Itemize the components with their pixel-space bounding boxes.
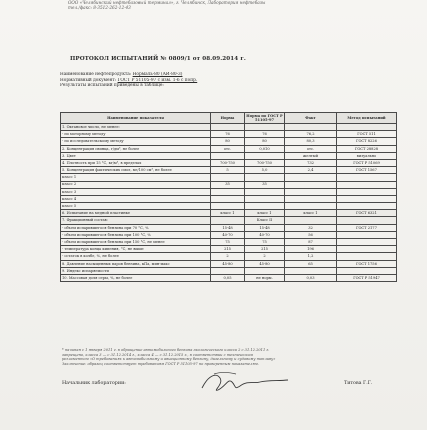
table-row (61, 195, 397, 202)
cell-name: класс 1 (61, 174, 211, 181)
cell-name: 3. Цвет (61, 152, 211, 159)
cell-fact (285, 195, 337, 202)
cell-norm (211, 188, 245, 195)
cell-norm (211, 203, 245, 210)
cell-method (337, 239, 397, 246)
cell-norm: 45-80 (211, 260, 245, 267)
table-row (61, 217, 397, 224)
cell-fact: 196 (285, 246, 337, 253)
cell-name: 9. Индекс испаряемости (61, 267, 211, 274)
cell-gost: 2 (245, 253, 285, 260)
cell-fact: желтый (285, 152, 337, 159)
cell-fact (285, 124, 337, 131)
letterhead-line: ООО «Челябинский нефтебазовый терминал», г. Челябинск, Лаборатория нефтебазы (68, 0, 266, 5)
cell-norm: 76 (211, 131, 245, 138)
cell-norm: 215 (211, 246, 245, 253)
table-row (61, 167, 397, 174)
table-row (61, 260, 397, 267)
cell-gost: 45-80 (245, 260, 285, 267)
cell-gost: 0,010 (245, 145, 285, 152)
cell-fact: 2,4 (285, 167, 337, 174)
cell-method (337, 181, 397, 188)
cell-method (337, 231, 397, 238)
cell-fact (285, 203, 337, 210)
table-row (61, 152, 397, 159)
col-header-method: Метод испытаний (337, 113, 397, 124)
table-row (61, 231, 397, 238)
cell-fact: 87 (285, 239, 337, 246)
cell-norm: 700-750 (211, 159, 245, 166)
cell-gost: 700-750 (245, 159, 285, 166)
cell-gost (245, 195, 285, 202)
letterhead-line: тел./факс: 8-3512-262-12-43 (68, 5, 131, 11)
cell-fact: 56 (285, 231, 337, 238)
cell-method (337, 195, 397, 202)
table-row (61, 267, 397, 274)
cell-method (337, 174, 397, 181)
cell-norm: 35 (211, 181, 245, 188)
doc-value: ГОСТ Р 51105-97 с изм. 1-6 с попр. (117, 77, 198, 83)
cell-name: - объем испарившегося бензина при 150 °С, не менее (61, 239, 211, 246)
cell-fact (285, 174, 337, 181)
table-row (61, 203, 397, 210)
cell-method: ГОСТ 511 (337, 131, 397, 138)
cell-name: - остаток в колбе, %, не более (61, 253, 211, 260)
cell-norm (211, 195, 245, 202)
table-row (61, 174, 397, 181)
cell-name: 8. Давление насыщенных паров бензина, кПа, мин-макс (61, 260, 211, 267)
cell-norm: 0,05 (211, 274, 245, 281)
cell-method: ГОСТ 8226 (337, 138, 397, 145)
table-row (61, 131, 397, 138)
cell-fact (285, 181, 337, 188)
product-label: Наименование нефтепродукта: (60, 72, 132, 77)
cell-fact: 1,2 (285, 253, 337, 260)
cell-fact: 80,3 (285, 138, 337, 145)
cell-fact (285, 188, 337, 195)
cell-gost (245, 124, 285, 131)
cell-norm: 15-48 (211, 224, 245, 231)
cell-method: ГОСТ 2177 (337, 224, 397, 231)
protocol-title: ПРОТОКОЛ ИСПЫТАНИЙ № 0809/1 от 08.09.2014 г. (70, 56, 246, 62)
cell-norm (211, 124, 245, 131)
cell-fact: 732 (285, 159, 337, 166)
cell-norm (211, 152, 245, 159)
cell-name: 7. Фракционный состав: (61, 217, 211, 224)
cell-norm (211, 217, 245, 224)
cell-gost: класс 1 (245, 210, 285, 217)
cell-fact: 65 (285, 260, 337, 267)
cell-name: 5. Концентрация фактических смол, мг/100 см³, не более (61, 167, 211, 174)
cell-gost (245, 267, 285, 274)
cell-gost (245, 203, 285, 210)
cell-gost: 15-48 (245, 224, 285, 231)
cell-fact (285, 217, 337, 224)
cell-method (337, 267, 397, 274)
cell-gost: Класс II (245, 217, 285, 224)
cell-name: класс 5 (61, 203, 211, 210)
results-caption: Результаты испытаний приведены в таблице: (60, 83, 164, 89)
footnote-line: запрещено, класса 3 — с 31.12.2014 г., класса 4 — с 31.12.2015 г., в соответствии с техническим (62, 352, 253, 357)
cell-norm: отс. (211, 145, 245, 152)
cell-name: - по исследовательскому методу (61, 138, 211, 145)
cell-fact: класс 1 (285, 210, 337, 217)
handwritten-signature (198, 368, 290, 398)
table-row (61, 124, 397, 131)
product-value: Нормаль-80 (АИ-80-3) (132, 72, 183, 77)
cell-method (337, 188, 397, 195)
table-row (61, 138, 397, 145)
cell-norm: 80 (211, 138, 245, 145)
cell-norm: 75 (211, 239, 245, 246)
cell-method: ГОСТ Р 51947 (337, 274, 397, 281)
cell-method (337, 124, 397, 131)
cell-gost: 40-70 (245, 231, 285, 238)
cell-fact: отс. (285, 145, 337, 152)
footnotes (62, 348, 392, 366)
cell-method (337, 203, 397, 210)
cell-norm: класс 1 (211, 210, 245, 217)
protocol-meta (60, 72, 380, 89)
cell-gost: 80 (245, 138, 285, 145)
cell-name: класс 4 (61, 195, 211, 202)
table-row (61, 246, 397, 253)
cell-fact: 0,03 (285, 274, 337, 281)
doc-label: Нормативный документ: (60, 77, 117, 83)
col-header-gost: Норма по ГОСТ Р 51105-97 (246, 113, 283, 122)
cell-gost: 76 (245, 131, 285, 138)
table-row (61, 188, 397, 195)
table-row (61, 210, 397, 217)
signature-label: Начальник лаборатории: (62, 381, 126, 386)
cell-name: 6. Испытание на медной пластинке (61, 210, 211, 217)
cell-method: ГОСТ 28828 (337, 145, 397, 152)
col-header-norm: Норма (211, 113, 245, 124)
cell-name: 2. Концентрация свинца, г/дм³, не более (61, 145, 211, 152)
table-row (61, 181, 397, 188)
cell-fact (285, 267, 337, 274)
cell-method (337, 217, 397, 224)
cell-name: 10. Массовая доля серы, %, не более (61, 274, 211, 281)
cell-method (337, 246, 397, 253)
results-table (60, 112, 397, 282)
cell-gost: не норм. (245, 274, 285, 281)
cell-gost: 35 (245, 181, 285, 188)
cell-norm (211, 174, 245, 181)
cell-gost (245, 188, 285, 195)
cell-method: ГОСТ 6321 (337, 210, 397, 217)
signatory-name: Титова Г.Г. (344, 381, 373, 386)
cell-fact: 76,2 (285, 131, 337, 138)
col-header-fact: Факт (285, 113, 337, 124)
table-row (61, 159, 397, 166)
cell-name: - объем испарившегося бензина при 70 °С, % (61, 224, 211, 231)
cell-name: 1. Октановое число, не менее: (61, 124, 211, 131)
cell-name: 4. Плотность при 15 °С, кг/м³, в пределах (61, 159, 211, 166)
cell-gost: 75 (245, 239, 285, 246)
cell-norm: 5 (211, 167, 245, 174)
cell-method: ГОСТ Р 51069 (337, 159, 397, 166)
cell-name: класс 3 (61, 188, 211, 195)
cell-norm: 40-70 (211, 231, 245, 238)
letterhead (68, 0, 398, 11)
table-body (61, 124, 397, 282)
footnote-line: Заключение: образец соответствует требованиям ГОСТ Р 51105-97 по проверенным показателям. (62, 361, 259, 366)
table-row (61, 239, 397, 246)
table-header-row (61, 113, 397, 124)
footnote-line: * начиная с 1 января 2011 г. в обращение автомобильного бензина экологического класса 2 с 31.12.2011 г. (62, 348, 270, 352)
cell-method: визуально (337, 152, 397, 159)
cell-gost: 215 (245, 246, 285, 253)
footnote-line: регламентом «О требованиях к автомобильному и авиационному бензину, дизельному и судовому топливу» (62, 357, 276, 362)
cell-gost (245, 152, 285, 159)
cell-gost (245, 174, 285, 181)
cell-name: - температура конца кипения, °С, не выше (61, 246, 211, 253)
cell-method: ГОСТ 1567 (337, 167, 397, 174)
cell-norm: 2 (211, 253, 245, 260)
cell-name: - объем испарившегося бензина при 100 °С, % (61, 231, 211, 238)
cell-fact: 32 (285, 224, 337, 231)
cell-gost: 5,0 (245, 167, 285, 174)
cell-name: - по моторному методу (61, 131, 211, 138)
table-row (61, 224, 397, 231)
table-row (61, 274, 397, 281)
cell-name: класс 2 (61, 181, 211, 188)
cell-method: ГОСТ 1756 (337, 260, 397, 267)
table-row (61, 253, 397, 260)
cell-norm (211, 267, 245, 274)
table-row (61, 145, 397, 152)
col-header-name: Наименование показателя (61, 113, 211, 124)
cell-method (337, 253, 397, 260)
